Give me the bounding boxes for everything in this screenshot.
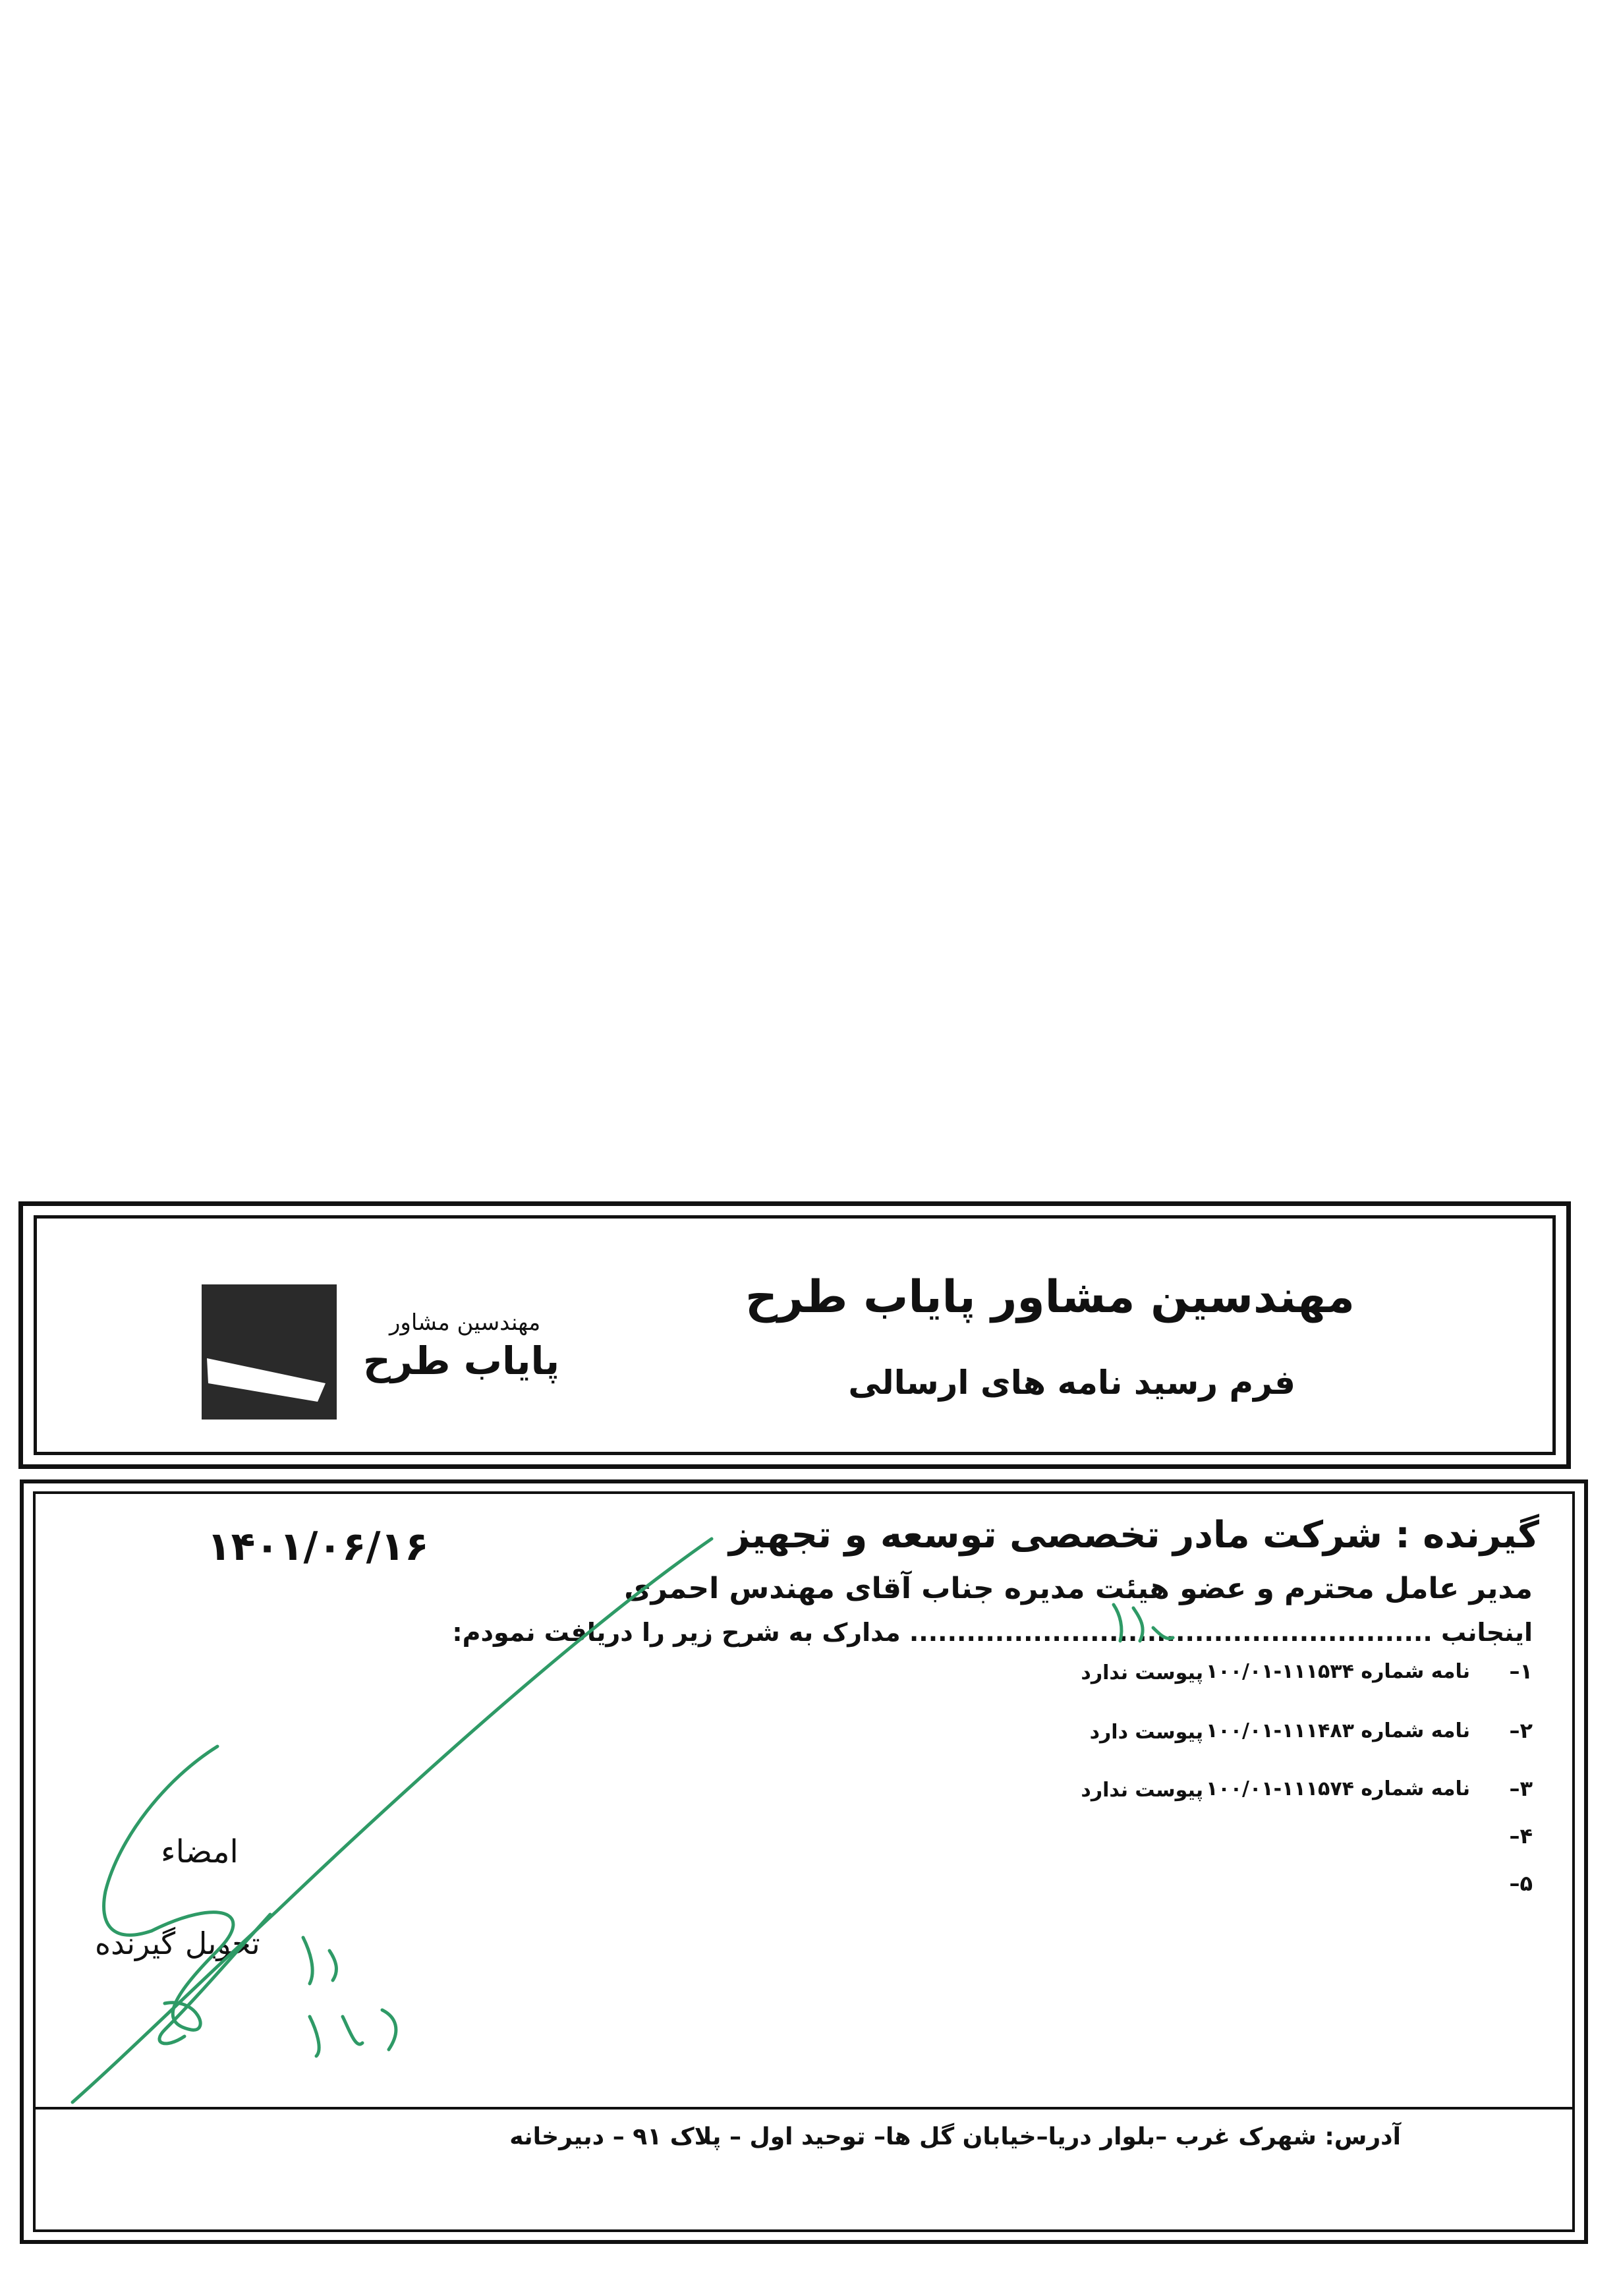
form-title: فرم رسید نامه های ارسالی	[848, 1363, 1295, 1402]
item-number: ۳–	[1509, 1776, 1533, 1801]
item-number: ۲–	[1509, 1718, 1533, 1743]
address-divider	[36, 2107, 1572, 2109]
logo-text-small: مهندسین مشاور	[389, 1309, 541, 1336]
intro-line: اینجانب ....................................................... مدارک به شرح زیر را دریافت نمودم:	[452, 1618, 1533, 1647]
item-letter: نامه شماره ۱۱۱۵۳۴-۱۰۰/۰۱	[1206, 1660, 1470, 1683]
receipt-date: ۱۴۰۱/۰۶/۱۶	[207, 1524, 429, 1570]
item-attachment: پیوست ندارد	[1081, 1779, 1203, 1802]
item-number: ۵–	[1509, 1871, 1533, 1896]
item-number: ۴–	[1509, 1823, 1533, 1849]
company-logo	[202, 1284, 571, 1416]
logo-mark-icon	[202, 1284, 337, 1420]
receipt-box	[20, 1479, 1588, 2244]
item-number: ۱–	[1509, 1659, 1533, 1684]
addressee: مدیر عامل محترم و عضو هیئت مدیره جناب آقای مهندس احمری	[624, 1572, 1533, 1605]
header-inner-frame	[34, 1215, 1556, 1455]
header-box	[18, 1201, 1571, 1469]
item-letter: نامه شماره ۱۱۱۵۷۴-۱۰۰/۰۱	[1206, 1777, 1470, 1800]
logo-text-large: پایاب طرح	[363, 1338, 560, 1383]
receipt-inner-frame	[33, 1491, 1575, 2232]
signature-label: امضاء	[161, 1833, 239, 1870]
item-attachment: پیوست دارد	[1089, 1721, 1203, 1744]
item-attachment: پیوست ندارد	[1081, 1661, 1203, 1684]
company-name: مهندسین مشاور پایاب طرح	[745, 1271, 1355, 1323]
receiver-label: تحویل گیرنده	[95, 1926, 260, 1961]
item-letter: نامه شماره ۱۱۱۴۸۳-۱۰۰/۰۱	[1206, 1719, 1470, 1742]
address: آدرس: شهرک غرب –بلوار دریا–خیابان گل ها– توحید اول – پلاک ۹۱ – دبیرخانه	[509, 2123, 1401, 2150]
recipient: گیرنده : شرکت مادر تخصصی توسعه و تجهیز	[728, 1514, 1539, 1557]
